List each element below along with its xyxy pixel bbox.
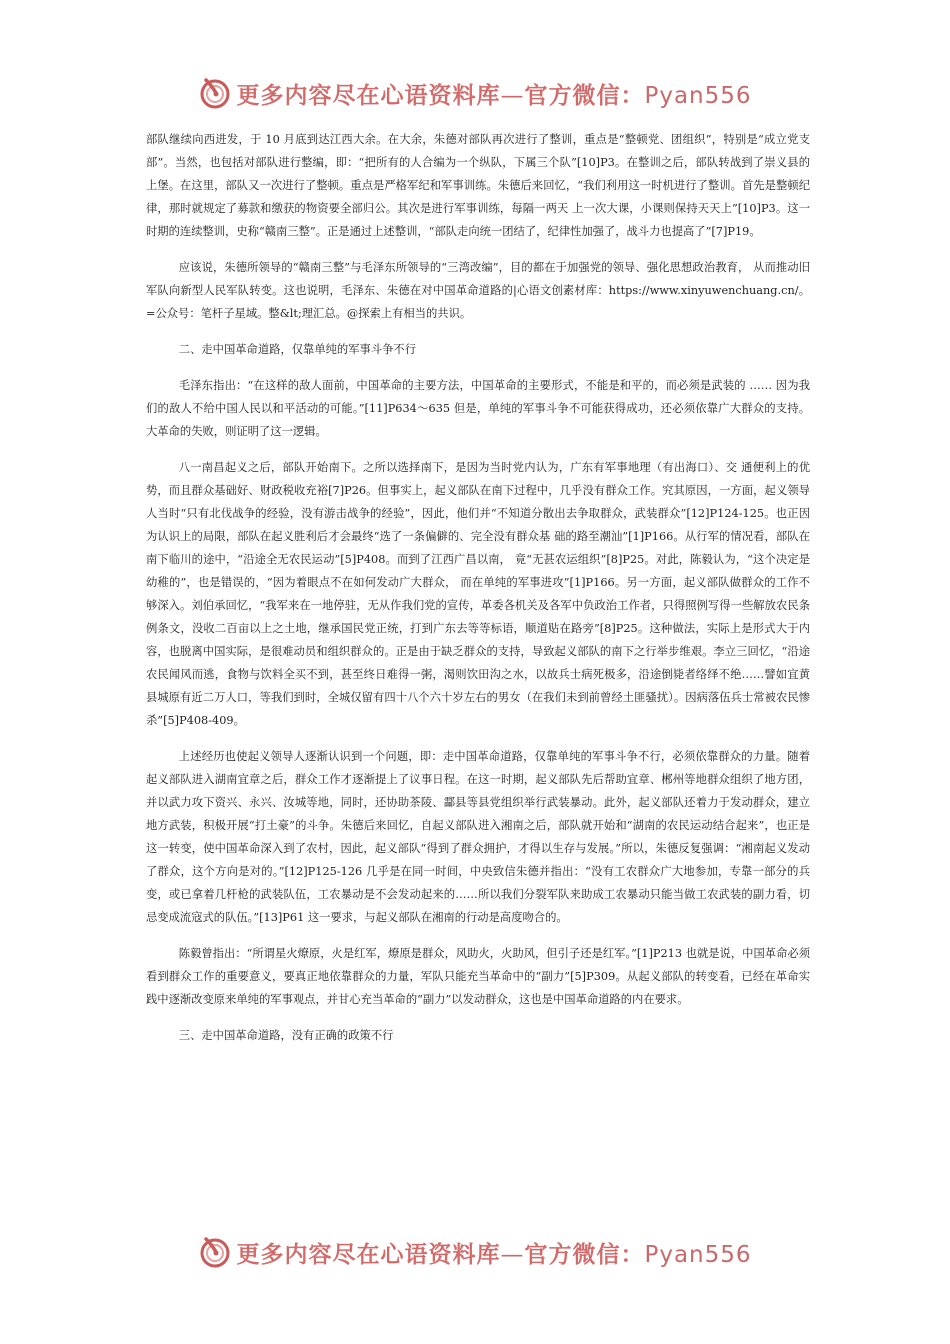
banner-account: Pyan556 [644,1241,752,1268]
paragraph: 上述经历也使起义领导人逐渐认识到一个问题，即：走中国革命道路，仅靠单纯的军事斗争不行，必须依靠群众的力量。随着起义部队进入湖南宜章之后，群众工作才逐渐提上了议事日程。在这一时期，起义部队先后帮助宜章、郴州等地群众组织了地方团，并以武力攻下资兴、永兴、汝城等地，同时，还协助茶陵、酃县等县党组织举行武装暴动。此外，起义部队还着力于发动群众，建立地方武装，积极开展“打土豪”的斗争。朱德后来回忆，自起义部队进入湘南之后，部队就开始和“湖南的农民运动结合起来”，也正是这一转变，使中国革命深入到了农村，因此，起义部队“得到了群众拥护，才得以生存与发展。”所以，朱德反复强调：“湘南起义发动了群众，这个方向是对的。”[12]P125-126 几乎是在同一时间，中央致信朱德并指出：“没有工农群众广大地参加，专靠一部分的兵变，或已拿着几杆枪的武装队伍，工农暴动是不会发动起来的……所以我们分裂军队来助成工农暴动只能当做工农武装的副力看，切忌变成流寇式的队伍。”[13]P61 这一要求，与起义部队在湘南的行动是高度吻合的。 [146,750,810,924]
banner-official-label: 官方微信： [524,82,645,109]
banner-dash: — [500,1241,525,1268]
paragraph: 毛泽东指出：“在这样的敌人面前，中国革命的主要方法，中国革命的主要形式，不能是和平的，而必须是武装的 …… 因为我们的敌人不给中国人民以和平活动的可能。”[11]P634～635 但是，单纯的军事斗争不可能获得成功，还必须依靠广大群众的支持。大革命的失败，则证明了这一逻辑。 [146,379,810,438]
banner-account: Pyan556 [644,82,752,109]
paragraph: 八一南昌起义之后，部队开始南下。之所以选择南下，是因为当时党内认为，广东有军事地理（有出海口）、交 通便利上的优势，而且群众基础好、财政税收充裕[7]P26。但事实上，起义部队在南下过程中，几乎没有群众工作。究其原因，一方面，起义领导人当时“只有北伐战争的经验，没有游击战争的经验”，因此，他们并“不知道分散出去争取群众，武装群众”[12]P124-125。也正因为认识上的局限，部队在起义胜利后才会最终“选了一条偏僻的、完全没有群众基 础的路至潮汕”[1]P166。从行军的情况看，部队在南下临川的途中，“沿途全无农民运动”[5]P408。而到了江西广昌以南， 竟“无甚农运组织”[8]P25。对此，陈毅认为，“这个决定是幼稚的”，也是错误的，“因为着眼点不在如何发动广大群众， 而在单纯的军事进攻”[1]P166。另一方面，起义部队做群众的工作不够深入。刘伯承回忆，“我军来在一地停驻，无从作我们党的宣传，革委各机关及各军中负政治工作者，只得照例写得一些解放农民条例条文，没收二百亩以上之土地，继承国民党正统，打到广东去等等标语，顺道贴在路旁”[8]P25。这种做法，实际上是形式大于内容，也脱离中国实际，是很难动员和组织群众的。正是由于缺乏群众的支持，导致起义部队的南下之行举步维艰。李立三回忆，“沿途农民闻风而逃，食物与饮料全买不到，甚至终日难得一粥，渴则饮田沟之水，以故兵士病死极多，沿途倒毙者络绎不绝……譬如宜黄县城原有近二万人口，等我们到时，全城仅留有四十八个六十岁左右的男女（在我们未到前曾经土匪骚扰）。因病落伍兵士常被农民惨杀”[5]P408-409。 [146,461,810,727]
brush-logo-icon [198,1235,232,1269]
banner-text [236,1236,751,1269]
section-heading: 三、走中国革命道路，没有正确的政策不行 [178,1029,394,1042]
banner-main-text: 更多内容尽在心语资料库 [236,1241,501,1268]
paragraph: 应该说，朱德所领导的“赣南三整”与毛泽东所领导的“三湾改编”，目的都在于加强党的领导、强化思想政治教育， 从而推动旧军队向新型人民军队转变。这也说明，毛泽东、朱德在对中国革命道路的|心语文创素材库：https://www.xinyuwenchuang.cn/。=公众号：笔杆子星域。整&lt;理汇总。@探索上有相当的共识。 [146,261,810,320]
banner-main-text: 更多内容尽在心语资料库 [236,82,501,109]
section-heading: 二、走中国革命道路，仅靠单纯的军事斗争不行 [178,343,417,356]
footer-banner [0,1232,950,1272]
article-body [146,128,810,1060]
brush-logo-icon [198,76,232,110]
paragraph: 部队继续向西进发，于 10 月底到达江西大余。在大余，朱德对部队再次进行了整训，重点是“整顿党、团组织”，特别是“成立党支部”。当然，也包括对部队进行整编，即：“把所有的人合编为一个纵队，下属三个队”[10]P3。在整训之后，部队转战到了崇义县的上堡。在这里，部队又一次进行了整顿。重点是严格军纪和军事训练。朱德后来回忆，“我们利用这一时机进行了整训。首先是整顿纪律，那时就规定了募款和缴获的物资要全部归公。其次是进行军事训练，每隔一两天 上一次大课，小课则保持天天上”[10]P3。这一时期的连续整训，史称“赣南三整”。正是通过上述整训，“部队走向统一团结了，纪律性加强了，战斗力也提高了”[7]P19。 [146,133,810,238]
banner-official-label: 官方微信： [524,1241,645,1268]
banner-dash: — [500,82,525,109]
banner-text [236,77,751,110]
header-banner [0,73,950,113]
paragraph: 陈毅曾指出：“所谓星火燎原，火是红军，燎原是群众，风助火，火助风，但引子还是红军。”[1]P213 也就是说，中国革命必须看到群众工作的重要意义，要真正地依靠群众的力量，军队只能充当革命中的“副力”[5]P309。从起义部队的转变看，已经在革命实践中逐渐改变原来单纯的军事观点，并甘心充当革命的“副力”以发动群众，这也是中国革命道路的内在要求。 [146,947,810,1006]
